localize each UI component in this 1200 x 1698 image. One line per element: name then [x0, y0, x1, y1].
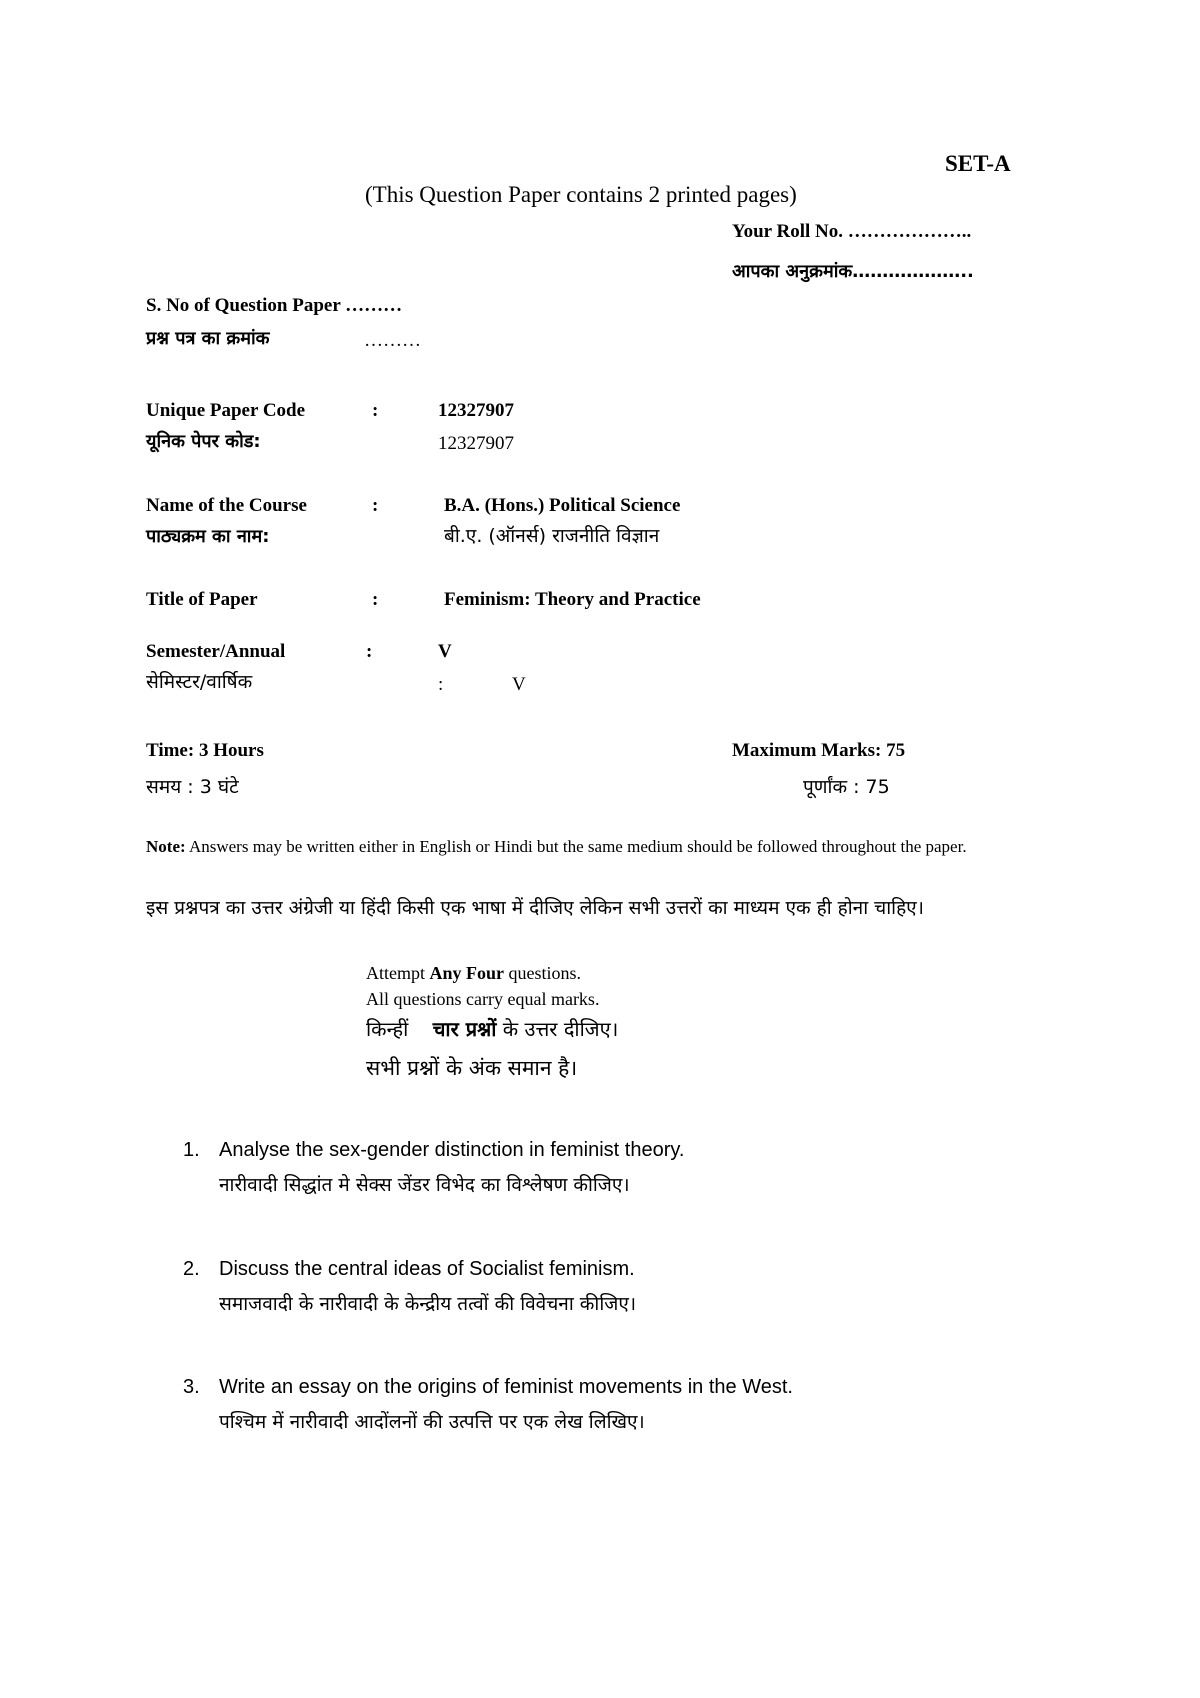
- semester-label: Semester/Annual: [146, 641, 286, 662]
- question-number: 2.: [183, 1258, 200, 1280]
- paper-code-label-hindi: यूनिक पेपर कोड:: [146, 431, 261, 452]
- question-text-hindi: समाजवादी के नारीवादी के केन्द्रीय तत्वों की विवेचना कीजिए।: [219, 1293, 637, 1315]
- course-name-value-hindi: बी.ए. (ऑनर्स) राजनीति विज्ञान: [444, 525, 660, 547]
- question-number: 3.: [183, 1376, 200, 1398]
- attempt-pre: Attempt: [366, 963, 430, 983]
- serial-number-label: S. No of Question Paper ………: [146, 295, 403, 316]
- note-paragraph-hindi: इस प्रश्नपत्र का उत्तर अंग्रेजी या हिंदी किसी एक भाषा में दीजिए लेकिन सभी उत्तरों का माध्यम एक ही होना चाहिए।: [146, 897, 924, 919]
- set-label: SET-A: [945, 151, 1011, 176]
- paper-title-colon: :: [372, 589, 379, 610]
- roll-number-field: Your Roll No. ………………..: [732, 221, 972, 242]
- paper-code-label: Unique Paper Code: [146, 400, 306, 421]
- max-marks-label: Maximum Marks: 75: [732, 740, 906, 761]
- paper-code-value-hindi: 12327907: [438, 433, 514, 454]
- max-marks-label-hindi: पूर्णांक : 75: [803, 776, 890, 798]
- serial-number-dots-hindi: ………: [364, 330, 421, 351]
- time-label-hindi: समय : 3 घंटे: [146, 776, 239, 798]
- note-text: Answers may be written either in English or Hindi but the same medium should be followed throughout the paper.: [185, 837, 967, 856]
- attempt-instruction-hindi: [366, 1019, 618, 1039]
- semester-label-hindi: सेमिस्टर/वार्षिक: [146, 671, 253, 693]
- serial-number-label-hindi: प्रश्न पत्र का क्रमांक: [146, 328, 270, 349]
- equal-marks-instruction: All questions carry equal marks.: [366, 989, 600, 1009]
- course-name-colon: :: [372, 495, 379, 516]
- course-name-label: Name of the Course: [146, 495, 307, 516]
- question-text: Analyse the sex-gender distinction in feminist theory.: [219, 1139, 685, 1161]
- time-label: Time: 3 Hours: [146, 740, 264, 761]
- semester-value-hindi: V: [512, 674, 526, 695]
- roll-number-field-hindi: आपका अनुक्रमांक………………..: [732, 261, 974, 282]
- question-text: Write an essay on the origins of feminist movements in the West.: [219, 1376, 793, 1398]
- course-name-label-hindi: पाठ्यक्रम का नाम:: [146, 526, 270, 547]
- question-number: 1.: [183, 1139, 200, 1161]
- question-text-hindi: पश्चिम में नारीवादी आदोंलनों की उत्पत्ति पर एक लेख लिखिए।: [219, 1411, 645, 1433]
- note-label: Note:: [146, 837, 186, 856]
- note-paragraph: [146, 834, 1046, 860]
- question-text: Discuss the central ideas of Socialist feminism.: [219, 1258, 635, 1280]
- paper-title-label: Title of Paper: [146, 589, 258, 610]
- attempt-post: questions.: [504, 963, 582, 983]
- attempt-hi-pre: किन्हीं: [366, 1017, 415, 1041]
- paper-code-colon: :: [372, 400, 379, 421]
- attempt-count: Any Four: [429, 963, 505, 983]
- equal-marks-instruction-hindi: सभी प्रश्नों के अंक समान है।: [366, 1056, 578, 1080]
- attempt-hi-post: के उत्तर दीजिए।: [496, 1017, 619, 1041]
- attempt-instruction: [366, 964, 581, 982]
- question-text-hindi: नारीवादी सिद्धांत मे सेक्स जेंडर विभेद का विश्लेषण कीजिए।: [219, 1174, 630, 1196]
- semester-colon-hindi: :: [438, 674, 444, 695]
- semester-value: V: [438, 641, 452, 662]
- paper-title-value: Feminism: Theory and Practice: [444, 589, 701, 610]
- course-name-value: B.A. (Hons.) Political Science: [444, 495, 681, 516]
- attempt-hi-count: चार प्रश्नों: [432, 1017, 497, 1041]
- semester-colon: :: [366, 641, 373, 662]
- paper-code-value: 12327907: [438, 400, 514, 421]
- pages-note: (This Question Paper contains 2 printed pages): [365, 182, 797, 207]
